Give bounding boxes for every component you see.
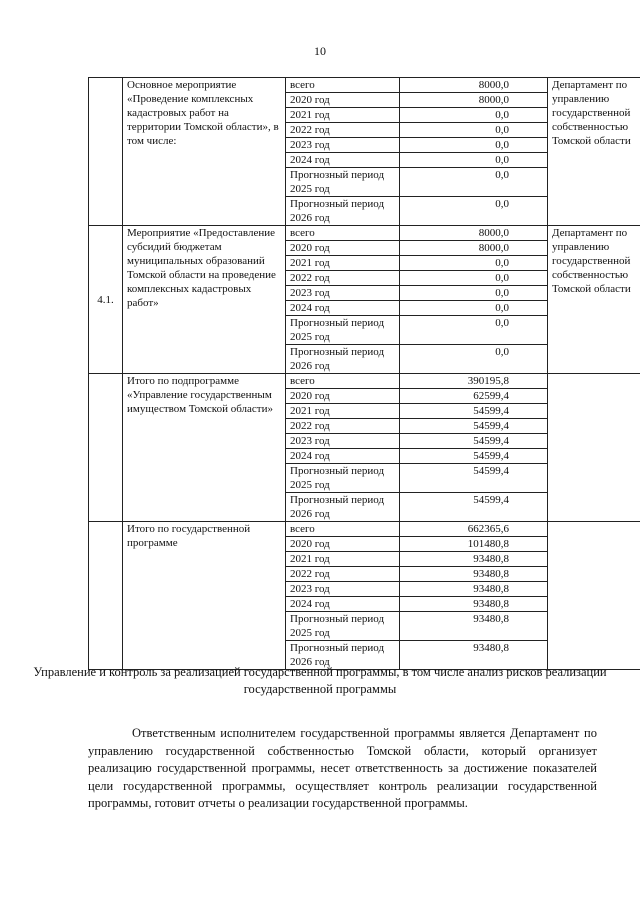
item-description: Мероприятие «Предоставление субсидий бюджетам муниципальных образований Томской области на проведение комплексных кадастровых работ»: [123, 226, 286, 374]
period-cell: 2021 год: [286, 256, 400, 271]
table-row: [89, 78, 640, 93]
table-row: [89, 226, 640, 241]
period-cell: 2022 год: [286, 567, 400, 582]
period-cell: 2023 год: [286, 286, 400, 301]
table-row: [89, 374, 640, 389]
period-cell: 2024 год: [286, 597, 400, 612]
period-cell: Прогнозный период 2026 год: [286, 493, 400, 522]
value-cell: 54599,4: [400, 449, 548, 464]
period-cell: 2022 год: [286, 123, 400, 138]
funding-table: [88, 77, 640, 670]
value-cell: 93480,8: [400, 641, 548, 670]
value-cell: 0,0: [400, 286, 548, 301]
value-cell: 54599,4: [400, 404, 548, 419]
value-cell: 0,0: [400, 168, 548, 197]
period-cell: Прогнозный период 2025 год: [286, 612, 400, 641]
value-cell: 8000,0: [400, 226, 548, 241]
item-number: 4.1.: [89, 226, 123, 374]
value-cell: 62599,4: [400, 389, 548, 404]
value-cell: 0,0: [400, 256, 548, 271]
period-cell: 2020 год: [286, 389, 400, 404]
value-cell: 8000,0: [400, 93, 548, 108]
period-cell: 2024 год: [286, 301, 400, 316]
value-cell: 0,0: [400, 197, 548, 226]
value-cell: 0,0: [400, 123, 548, 138]
value-cell: 8000,0: [400, 241, 548, 256]
period-cell: 2022 год: [286, 271, 400, 286]
period-cell: 2021 год: [286, 552, 400, 567]
executor-cell: Департамент по управлению государственной собственностью Томской области: [548, 226, 640, 374]
value-cell: 0,0: [400, 345, 548, 374]
value-cell: 54599,4: [400, 493, 548, 522]
period-cell: 2023 год: [286, 582, 400, 597]
item-description: Итого по подпрограмме «Управление государственным имуществом Томской области»: [123, 374, 286, 522]
period-cell: 2020 год: [286, 93, 400, 108]
item-number: [89, 374, 123, 522]
period-cell: Прогнозный период 2026 год: [286, 641, 400, 670]
value-cell: 93480,8: [400, 582, 548, 597]
period-cell: 2020 год: [286, 537, 400, 552]
period-cell: Прогнозный период 2025 год: [286, 168, 400, 197]
value-cell: 0,0: [400, 301, 548, 316]
period-cell: всего: [286, 78, 400, 93]
value-cell: 93480,8: [400, 567, 548, 582]
value-cell: 93480,8: [400, 552, 548, 567]
value-cell: 662365,6: [400, 522, 548, 537]
value-cell: 390195,8: [400, 374, 548, 389]
page-number: 10: [314, 44, 326, 58]
period-cell: Прогнозный период 2025 год: [286, 464, 400, 493]
executor-cell: [548, 522, 640, 670]
funding-table-body: [89, 78, 640, 670]
period-cell: Прогнозный период 2026 год: [286, 197, 400, 226]
value-cell: 93480,8: [400, 597, 548, 612]
section-heading: Управление и контроль за реализацией государственной программы, в том числе анализ рисков реализации государственной программы: [33, 665, 607, 696]
executor-cell: Департамент по управлению государственной собственностью Томской области: [548, 78, 640, 226]
period-cell: всего: [286, 374, 400, 389]
period-cell: всего: [286, 522, 400, 537]
value-cell: 93480,8: [400, 612, 548, 641]
value-cell: 0,0: [400, 316, 548, 345]
body-paragraph: Ответственным исполнителем государственной программы является Департамент по управлению государственной собственностью Томской области, который организует реализацию государственной программы, несет ответственность за достижение показателей цели государственной программы, осуществляет контроль реализации государственной программы, готовит отчеты о реализации государственной программы.: [88, 726, 597, 810]
value-cell: 54599,4: [400, 434, 548, 449]
period-cell: Прогнозный период 2026 год: [286, 345, 400, 374]
executor-cell: [548, 374, 640, 522]
period-cell: 2023 год: [286, 138, 400, 153]
table-row: [89, 522, 640, 537]
item-description: Итого по государственной программе: [123, 522, 286, 670]
period-cell: 2024 год: [286, 153, 400, 168]
value-cell: 0,0: [400, 138, 548, 153]
period-cell: всего: [286, 226, 400, 241]
value-cell: 8000,0: [400, 78, 548, 93]
period-cell: 2024 год: [286, 449, 400, 464]
value-cell: 0,0: [400, 153, 548, 168]
item-number: [89, 78, 123, 226]
value-cell: 54599,4: [400, 419, 548, 434]
period-cell: 2021 год: [286, 404, 400, 419]
value-cell: 101480,8: [400, 537, 548, 552]
value-cell: 0,0: [400, 271, 548, 286]
period-cell: 2021 год: [286, 108, 400, 123]
item-number: [89, 522, 123, 670]
value-cell: 54599,4: [400, 464, 548, 493]
period-cell: Прогнозный период 2025 год: [286, 316, 400, 345]
period-cell: 2023 год: [286, 434, 400, 449]
item-description: Основное мероприятие «Проведение комплексных кадастровых работ на территории Томской области», в том числе:: [123, 78, 286, 226]
period-cell: 2020 год: [286, 241, 400, 256]
value-cell: 0,0: [400, 108, 548, 123]
period-cell: 2022 год: [286, 419, 400, 434]
